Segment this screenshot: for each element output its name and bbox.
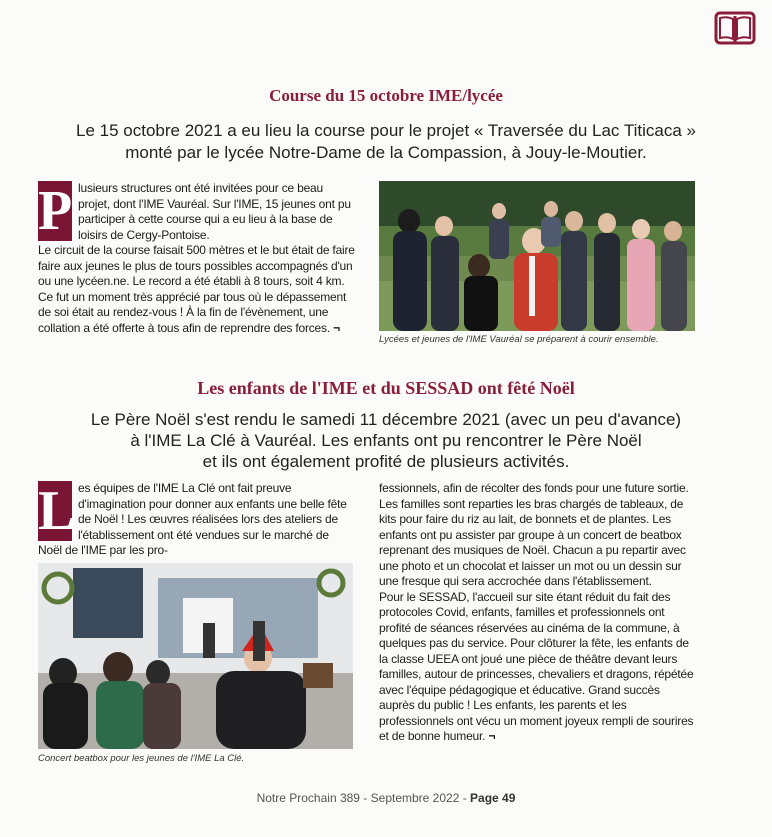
concert-photo-caption: Concert beatbox pour les jeunes de l'IME La Clé. xyxy=(38,753,245,764)
end-mark: ¬ xyxy=(333,320,340,335)
article2-lead-line: Le Père Noël s'est rendu le samedi 11 décembre 2021 (avec un peu d'avance) xyxy=(90,410,682,429)
article2-dropcap: L xyxy=(38,480,76,542)
article2-lead-line: à l'IME La Clé à Vauréal. Les enfants ont pu rencontrer le Père Noël xyxy=(130,431,642,450)
article1-paragraph: lusieurs structures ont été invitées pour ce beau projet, dont l'IME Vauréal. Sur l'IME, 15 jeunes ont pu participer à cette course qui a eu lieu à la base de loisirs de Cergy-Pontoise. xyxy=(78,181,351,242)
end-mark: ¬ xyxy=(488,729,496,743)
article1-lead-line: monté par le lycée Notre-Dame de la Compassion, à Jouy-le-Moutier. xyxy=(125,143,647,162)
article1-lead xyxy=(60,120,712,164)
race-photo-caption: Lycées et jeunes de l'IME Vauréal se préparent à courir ensemble. xyxy=(379,334,659,345)
article1-paragraph-text: Ce fut un moment très apprécié par tous où le dépassement de soi était au rendez-vous ! À la fin de l'évènement, une collation a été offerte à tous afin de reprendre des forces. xyxy=(38,289,347,335)
article2-paragraph xyxy=(379,590,697,745)
page-footer xyxy=(0,791,772,805)
article2-lead-line: et ils ont également profité de plusieurs activités. xyxy=(202,452,570,471)
article2-lead xyxy=(60,409,712,472)
article1-paragraph xyxy=(38,290,355,337)
article1-body xyxy=(38,181,355,336)
article2-title: Les enfants de l'IME et du SESSAD ont fêté Noël xyxy=(197,378,575,398)
article2-paragraph-text: Pour le SESSAD, l'accueil sur site étant réduit du fait des protocoles Covid, enfants, familles et professionnels ont profité de séances réservées au cinéma de la commune, à quelques pas du service. Pour clôturer la fête, les enfants de la classe UEEA ont joué une pièce de théâtre devant leurs familles, autour de princesses, chevaliers et dragons, répétée avec l'équipe pédagogique et éducative. Grand succès auprès du public ! Les enfants, les parents et les professionnels ont vécu un moment joyeux rempli de sourires et de bonne humeur. xyxy=(379,589,694,743)
concert-photo xyxy=(38,563,353,749)
article2-paragraph: fessionnels, afin de récolter des fonds pour une future sortie. Les familles sont reparties les bras chargés de tableaux, de kits pour faire du riz au lait, de bonnets et de plantes. Les enfants ont pu assister par groupe à un concert de beatbox reprenant des musiques de Noël. Chacun a pu repartir avec une photo et un chocolat et laisser un mot ou un dessin sur une fresque qui sera accrochée dans l'établissement. xyxy=(379,481,689,588)
article2-column1 xyxy=(38,481,355,559)
footer-magazine: Notre Prochain 389 - Septembre 2022 - xyxy=(256,791,471,805)
race-photo xyxy=(379,181,695,331)
article2-paragraph: es équipes de l'IME La Clé ont fait preuve d'imagination pour donner aux enfants une belle fête de Noël ! Les œuvres réalisées lors des ateliers de l'établissement ont été vendues sur le marché de Noël de l'IME par les pro- xyxy=(38,481,347,557)
article2-column2 xyxy=(379,481,697,745)
open-book-icon xyxy=(713,10,757,46)
article1-dropcap: P xyxy=(38,180,73,242)
article1-lead-line: Le 15 octobre 2021 a eu lieu la course pour le projet « Traversée du Lac Titicaca » xyxy=(76,121,696,140)
article1-title: Course du 15 octobre IME/lycée xyxy=(269,86,503,105)
article1-paragraph: Le circuit de la course faisait 500 mètres et le but était de faire faire aux jeunes le plus de tours possibles accompagnés d'un ou une lycéen.ne. Le record a été établi à 8 tours, soit 4 km. xyxy=(38,243,355,288)
footer-page-number: Page 49 xyxy=(470,791,516,805)
